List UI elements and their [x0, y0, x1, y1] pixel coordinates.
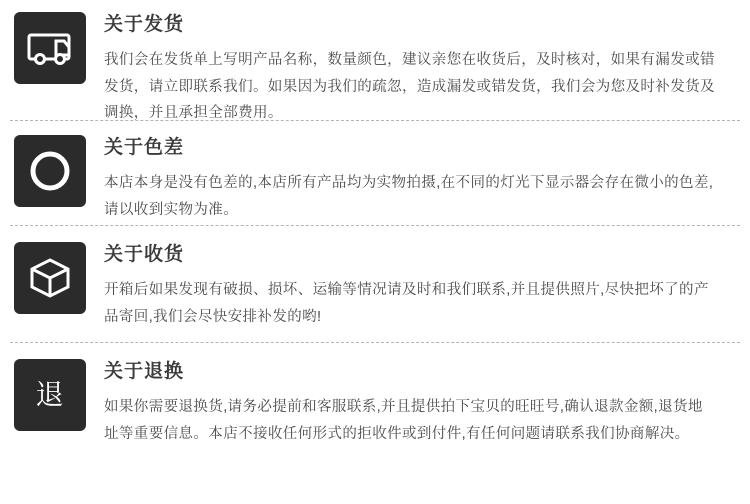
box-icon — [14, 242, 86, 314]
truck-icon — [14, 12, 86, 84]
section-body: 我们会在发货单上写明产品名称，数量颜色，建议亲您在收货后，及时核对，如果有漏发或错发货，请立即联系我们。如果因为我们的疏忽，造成漏发或错发货，我们会为您及时补发货及调换，并且承担全部费用。 — [104, 51, 715, 122]
section-title: 关于色差 — [104, 137, 185, 158]
section-title: 关于退换 — [104, 361, 185, 382]
section-shipping — [0, 0, 750, 120]
section-title: 关于发货 — [104, 14, 185, 35]
section-content — [104, 12, 736, 127]
section-receiving — [0, 226, 750, 342]
section-content — [104, 135, 736, 223]
return-text-icon — [14, 359, 86, 431]
section-title: 关于收货 — [104, 244, 185, 265]
section-content — [104, 359, 736, 447]
section-body: 开箱后如果发现有破损、损坏、运输等情况请及时和我们联系,并且提供照片,尽快把坏了的产品寄回,我们会尽快安排补发的哟! — [104, 281, 709, 325]
section-body: 本店本身是没有色差的,本店所有产品均为实物拍摄,在不同的灯光下显示器会存在微小的色差,请以收到实物为准。 — [104, 174, 714, 218]
return-icon-label: 退 — [35, 379, 65, 410]
section-color — [0, 121, 750, 225]
section-content — [104, 242, 736, 330]
circle-icon — [14, 135, 86, 207]
section-body: 如果你需要退换货,请务必提前和客服联系,并且提供拍下宝贝的旺旺号,确认退款金额,退货地址等重要信息。本店不接收任何形式的拒收件或到付件,有任何问题请联系我们协商解决。 — [104, 398, 703, 442]
section-return — [0, 343, 750, 471]
